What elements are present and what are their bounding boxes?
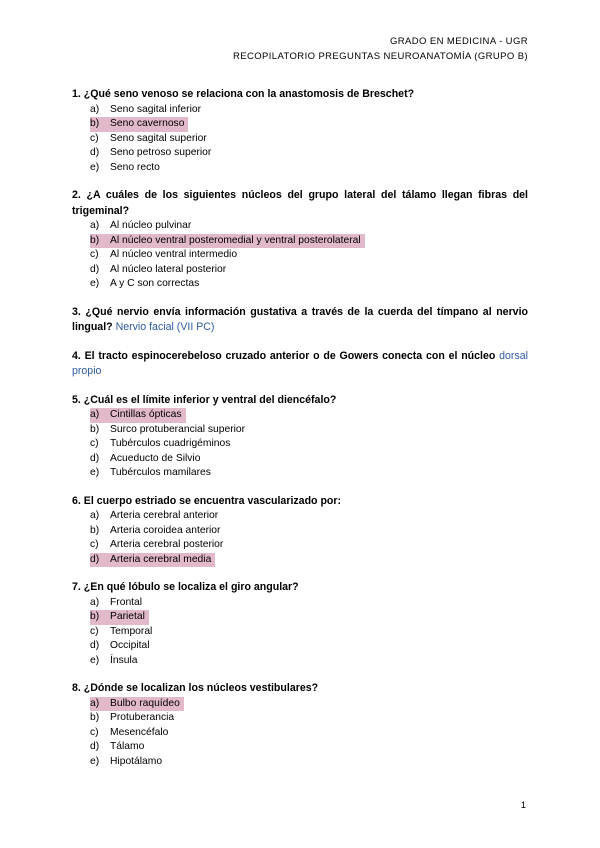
option-text: Cintillas ópticas — [110, 409, 182, 420]
option-text: Al núcleo lateral posterior — [110, 263, 227, 275]
option-letter: e) — [90, 161, 100, 173]
option-letter: b) — [90, 712, 100, 723]
option-letter: a) — [90, 409, 100, 420]
option — [72, 248, 528, 263]
options-list — [72, 596, 528, 669]
question-list — [72, 87, 528, 782]
option — [72, 625, 528, 640]
option — [72, 219, 528, 234]
option-letter: a) — [90, 103, 100, 115]
answer-text: dorsal propio — [72, 349, 528, 377]
option-text: Seno recto — [110, 161, 160, 173]
option-text: Hipotálamo — [110, 755, 163, 767]
question-statement: 2. ¿A cuáles de los siguientes núcleos del grupo lateral del tálamo llegan fibras del trigeminal? — [72, 189, 528, 217]
question-2 — [72, 188, 528, 292]
option-text: Tálamo — [110, 741, 145, 752]
option-letter: c) — [90, 625, 99, 637]
option-text: Seno cavernoso — [110, 118, 185, 129]
option-letter: a) — [90, 697, 100, 709]
question-text — [72, 87, 528, 103]
option-text: Bulbo raquídeo — [110, 697, 180, 709]
options-list — [72, 219, 528, 292]
option-text: Tubérculos cuadrigéminos — [110, 438, 231, 449]
option-letter: c) — [90, 132, 99, 144]
options-list — [72, 408, 528, 481]
option-letter: d) — [90, 452, 100, 464]
question-statement: 7. ¿En qué lóbulo se localiza el giro angular? — [72, 581, 299, 593]
option — [72, 161, 528, 176]
option-text: Al núcleo ventral posteromedial y ventral posterolateral — [110, 234, 361, 246]
option-text: A y C son correctas — [110, 278, 200, 289]
option-letter: b) — [90, 423, 100, 435]
option — [72, 146, 528, 161]
option-letter: d) — [90, 741, 100, 752]
option-letter: c) — [90, 539, 99, 550]
option-letter: e) — [90, 654, 100, 666]
question-text — [72, 681, 528, 697]
question-statement: 1. ¿Qué seno venoso se relaciona con la anastomosis de Breschet? — [72, 88, 415, 100]
option-letter: b) — [90, 524, 100, 536]
question-1 — [72, 87, 528, 175]
question-5 — [72, 393, 528, 481]
option — [72, 755, 528, 770]
header-line-1: GRADO EN MEDICINA - UGR — [390, 36, 528, 47]
option — [72, 437, 528, 452]
option-text: Occipital — [110, 640, 150, 651]
option-letter: c) — [90, 249, 99, 260]
question-4 — [72, 349, 528, 380]
question-statement: 4. El tracto espinocerebeloso cruzado anterior o de Gowers conecta con el núcleo — [72, 349, 496, 362]
option — [72, 509, 528, 524]
option-text: Seno sagital inferior — [110, 103, 202, 115]
option-letter: c) — [90, 438, 99, 449]
option — [72, 452, 528, 467]
option-letter: e) — [90, 278, 100, 289]
question-text — [72, 349, 528, 380]
question-8 — [72, 681, 528, 769]
question-text — [72, 188, 528, 219]
option-correct — [72, 117, 528, 132]
option-text: Seno sagital superior — [110, 132, 207, 144]
question-text — [72, 494, 528, 510]
question-7 — [72, 580, 528, 668]
option-letter: a) — [90, 510, 100, 521]
option-letter: b) — [90, 234, 100, 246]
option-letter: d) — [90, 147, 100, 158]
option-text: Tubérculos mamilares — [110, 467, 211, 478]
option — [72, 423, 528, 438]
option-text: Al núcleo ventral intermedio — [110, 249, 238, 260]
option-correct — [72, 234, 528, 249]
option — [72, 132, 528, 147]
question-statement: 6. El cuerpo estriado se encuentra vascularizado por: — [72, 494, 342, 507]
option-text: Arteria coroidea anterior — [110, 524, 221, 536]
question-text — [72, 580, 528, 596]
option-text: Arteria cerebral anterior — [110, 510, 219, 521]
question-text — [72, 305, 528, 336]
page-number: 1 — [520, 800, 526, 811]
option-correct — [72, 697, 528, 712]
option-letter: e) — [90, 467, 100, 478]
options-list — [72, 697, 528, 770]
option-text: Arteria cerebral posterior — [110, 539, 224, 550]
option-letter: d) — [90, 553, 100, 565]
option-correct — [72, 408, 528, 423]
option-letter: e) — [90, 755, 100, 767]
option-text: Temporal — [110, 625, 153, 637]
question-statement: 5. ¿Cuál es el límite inferior y ventral del diencéfalo? — [72, 393, 337, 406]
option-letter: a) — [90, 596, 100, 608]
option — [72, 466, 528, 481]
option — [72, 524, 528, 539]
option — [72, 538, 528, 553]
option — [72, 263, 528, 278]
option-text: Surco protuberancial superior — [110, 423, 246, 435]
option — [72, 596, 528, 611]
option-letter: b) — [90, 118, 100, 129]
option-text: Acueducto de Silvio — [110, 452, 201, 464]
option — [72, 726, 528, 741]
option-text: Seno petroso superior — [110, 147, 212, 158]
question-statement: 8. ¿Dónde se localizan los núcleos vestibulares? — [72, 682, 319, 694]
question-text — [72, 393, 528, 409]
option — [72, 711, 528, 726]
option-letter: b) — [90, 611, 100, 622]
question-3 — [72, 305, 528, 336]
option-text: Arteria cerebral media — [110, 553, 212, 565]
page-header — [233, 34, 528, 64]
option-text: Al núcleo pulvinar — [110, 220, 192, 231]
answer-text: Nervio facial (VII PC) — [115, 321, 215, 333]
options-list — [72, 103, 528, 176]
option-text: Parietal — [110, 611, 145, 622]
option-correct — [72, 610, 528, 625]
option-letter: d) — [90, 263, 100, 275]
option — [72, 639, 528, 654]
options-list — [72, 509, 528, 567]
option-correct — [72, 553, 528, 568]
question-statement: 3. ¿Qué nervio envía información gustativa a través de la cuerda del tímpano al nervio lingual? — [72, 305, 528, 333]
header-line-2: RECOPILATORIO PREGUNTAS NEUROANATOMÍA (GRUPO B) — [232, 51, 528, 62]
option-letter: c) — [90, 726, 99, 738]
option-letter: a) — [90, 220, 100, 231]
option — [72, 277, 528, 292]
option-text: Frontal — [110, 596, 143, 608]
option-text: Mesencéfalo — [110, 726, 169, 738]
option — [72, 654, 528, 669]
option-text: Ínsula — [110, 654, 138, 666]
option — [72, 740, 528, 755]
option-letter: d) — [90, 640, 100, 651]
question-6 — [72, 494, 528, 568]
option — [72, 103, 528, 118]
option-text: Protuberancia — [110, 712, 175, 723]
